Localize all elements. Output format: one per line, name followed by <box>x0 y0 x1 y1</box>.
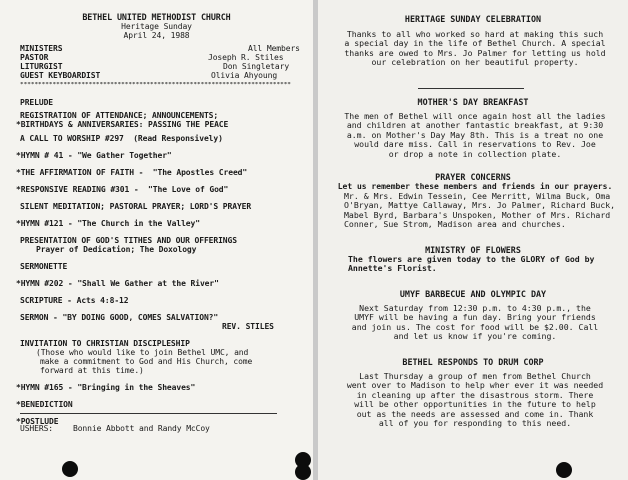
order-item-note: make a commitment to God and His Church, come <box>40 357 253 366</box>
order-item: *BIRTHDAYS & ANNIVERSARIES: PASSING THE PEACE <box>16 120 229 129</box>
bulletin-left-page <box>0 0 313 480</box>
order-item: PRESENTATION OF GOD'S TITHES AND OUR OFFERINGS <box>20 236 237 245</box>
occasion: Heritage Sunday <box>121 22 192 31</box>
order-item: REGISTRATION OF ATTENDANCE; ANNOUNCEMENTS; <box>20 111 219 120</box>
umyf-title: UMYF BARBECUE AND OLYMPIC DAY <box>399 289 547 299</box>
staff-role: MINISTERS <box>20 44 63 53</box>
order-item: Prayer of Dedication; The Doxology <box>36 245 197 254</box>
order-item: SERMONETTE <box>20 262 68 271</box>
order-item: *HYMN #121 - "The Church in the Valley" <box>16 219 200 228</box>
bulletin-right-page <box>318 0 628 480</box>
staff-name: Don Singletary <box>223 62 290 71</box>
order-item: SERMON - "BY DOING GOOD, COMES SALVATION?" <box>20 313 219 322</box>
order-item: SILENT MEDITATION; PASTORAL PRAYER; LORD'S PRAYER <box>20 202 252 211</box>
drum-corp-title: BETHEL RESPONDS TO DRUM CORP <box>402 357 544 367</box>
staff-name: Joseph R. Stiles <box>208 53 284 62</box>
order-item-note: forward at this time.) <box>40 366 144 375</box>
star-divider: *************************************************************************** <box>20 82 291 88</box>
staff-name: All Members <box>248 44 300 53</box>
prayer-title: PRAYER CONCERNS <box>435 172 511 182</box>
order-item: A CALL TO WORSHIP #297 (Read Responsively) <box>20 134 223 143</box>
punch-hole <box>556 462 572 478</box>
mothers-day-text: The men of Bethel will once again host all the ladies and children at another fantastic breakfast, at 9:30 a.m. on Mother's Day May 8th. This is a treat no one would dare miss. Call in reservations to Rev. Joe or drop a note in collection plate. <box>344 111 606 159</box>
staff-role: LITURGIST <box>20 62 63 71</box>
section-divider <box>418 88 524 89</box>
order-item: *HYMN #165 - "Bringing in the Sheaves" <box>16 383 196 392</box>
staff-role: PASTOR <box>20 53 49 62</box>
staff-name: Olivia Ahyoung <box>211 71 278 80</box>
order-item: *POSTLUDE <box>16 417 59 426</box>
order-item: *HYMN # 41 - "We Gather Together" <box>16 151 172 160</box>
ushers-names: Bonnie Abbott and Randy McCoy <box>73 424 210 433</box>
order-item-note: (Those who would like to join Bethel UMC, and <box>36 348 249 357</box>
ushers-label: USHERS: <box>20 424 54 433</box>
order-item: INVITATION TO CHRISTIAN DISCIPLESHIP <box>20 339 190 348</box>
church-name: BETHEL UNITED METHODIST CHURCH <box>82 12 231 22</box>
sermon-preacher: REV. STILES <box>222 322 274 331</box>
mothers-day-title: MOTHER'S DAY BREAKFAST <box>417 97 529 107</box>
order-item: *HYMN #202 - "Shall We Gather at the River" <box>16 279 219 288</box>
flowers-text: The flowers are given today to the GLORY of God by Annette's Florist. <box>348 254 595 274</box>
punch-hole <box>62 461 78 477</box>
ushers-divider <box>20 413 277 414</box>
punch-hole <box>295 464 311 480</box>
heritage-text: Thanks to all who worked so hard at making this such a special day in the life of Bethel Church. A special thanks are owed to Mrs. Jo Palmer for letting us hold our celebration on her beautiful property. <box>344 29 606 68</box>
order-item: *THE AFFIRMATION OF FAITH - "The Apostles Creed" <box>16 168 248 177</box>
staff-role: GUEST KEYBOARDIST <box>20 71 101 80</box>
drum-corp-text: Last Thursday a group of men from Bethel Church went over to Madison to help wher ever it was needed in cleaning up after the disastrous storm. There will be other opportunities in the future to help out as the needs are assessed and come in. Thank all of you for responding to this need. <box>346 371 604 429</box>
prayer-list: Mr. & Mrs. Edwin Tessein, Cee Merritt, Wilma Buck, Oma O'Bryan, Mattye Callaway, Mrs. Jo Palmer, Richard Buck, Mabel Byrd, Barbara's Unspoken, Mother of Mrs. Richard Conner, Sue Strom, Madison area and churches. <box>344 191 616 230</box>
umyf-text: Next Saturday from 12:30 p.m. to 4:30 p.m., the UMYF will be having a fun day. Bring your friends and join us. The cost for food will be $2.00. Call and let us know if you're coming. <box>351 303 599 342</box>
heritage-title: HERITAGE SUNDAY CELEBRATION <box>404 14 542 24</box>
service-date: April 24, 1988 <box>123 31 190 40</box>
order-item: SCRIPTURE - Acts 4:8-12 <box>20 296 129 305</box>
flowers-title: MINISTRY OF FLOWERS <box>425 245 521 255</box>
order-item: *RESPONSIVE READING #301 - "The Love of God" <box>16 185 229 194</box>
prayer-lead: Let us remember these members and friends in our prayers. <box>337 182 613 191</box>
order-item: *BENEDICTION <box>16 400 73 409</box>
order-item: PRELUDE <box>20 98 54 107</box>
